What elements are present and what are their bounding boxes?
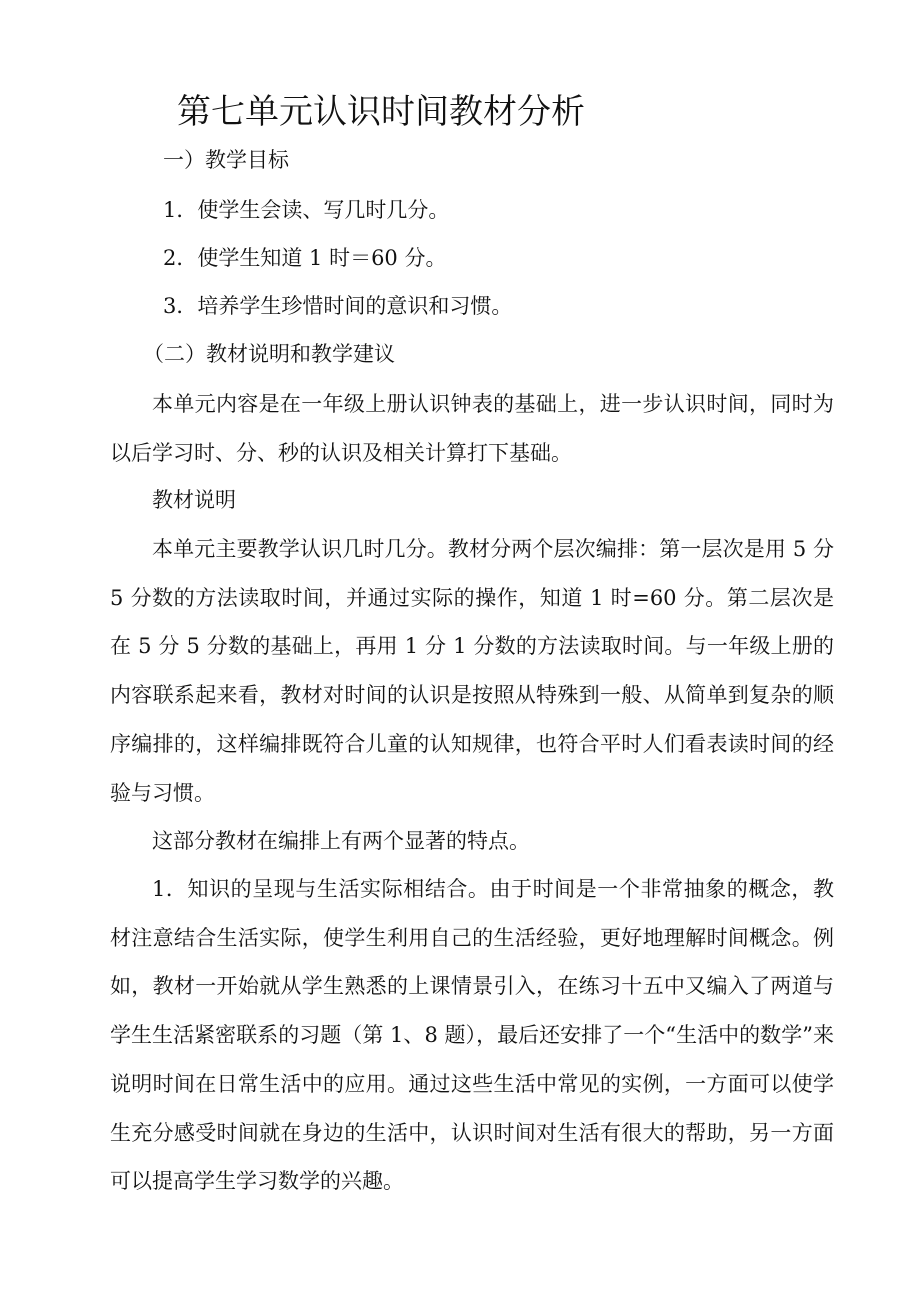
section-heading-goals: 一）教学目标 — [163, 148, 289, 172]
section-heading-materials: （二）教材说明和教学建议 — [143, 342, 395, 366]
intro-paragraph: 本单元内容是在一年级上册认识钟表的基础上，进一步认识时间，同时为以后学习时、分、秒的认识及相关计算打下基础。 — [110, 392, 834, 465]
document-title: 第七单元认识时间教材分析 — [177, 92, 585, 132]
paragraph-arrangement: 本单元主要教学认识几时几分。教材分两个层次编排：第一层次是用 5 分 5 分数的方法读取时间，并通过实际的操作，知道 1 时=60 分。第二层次是在 5 分 5 分数的基础上，再用 1 分 1 分数的方法读取时间。与一年级上册的内容联系起来看，教材对时间的认识是按照从特殊到一般、从简单到复杂的顺序编排的，这样编排既符合儿童的认知规律，也符合平时人们看表读时间的经验与习惯。 — [110, 537, 834, 805]
paragraph-feature-1: 1．知识的呈现与生活实际相结合。由于时间是一个非常抽象的概念，教材注意结合生活实际，使学生利用自己的生活经验，更好地理解时间概念。例如，教材一开始就从学生熟悉的上课情景引入，在练习十五中又编入了两道与学生生活紧密联系的习题（第 1、8 题），最后还安排了一个“生活中的数学”来说明时间在日常生活中的应用。通过这些生活中常见的实例，一方面可以使学生充分感受时间就在身边的生活中，认识时间对生活有很大的帮助，另一方面可以提高学生学习数学的兴趣。 — [110, 877, 834, 1194]
paragraph-features-intro: 这部分教材在编排上有两个显著的特点。 — [152, 829, 530, 853]
goal-item-2: 2．使学生知道 1 时＝60 分。 — [163, 246, 447, 270]
subheading-materials-notes: 教材说明 — [152, 488, 236, 512]
goal-item-3: 3．培养学生珍惜时间的意识和习惯。 — [163, 294, 513, 318]
goal-item-1: 1．使学生会读、写几时几分。 — [163, 198, 450, 222]
